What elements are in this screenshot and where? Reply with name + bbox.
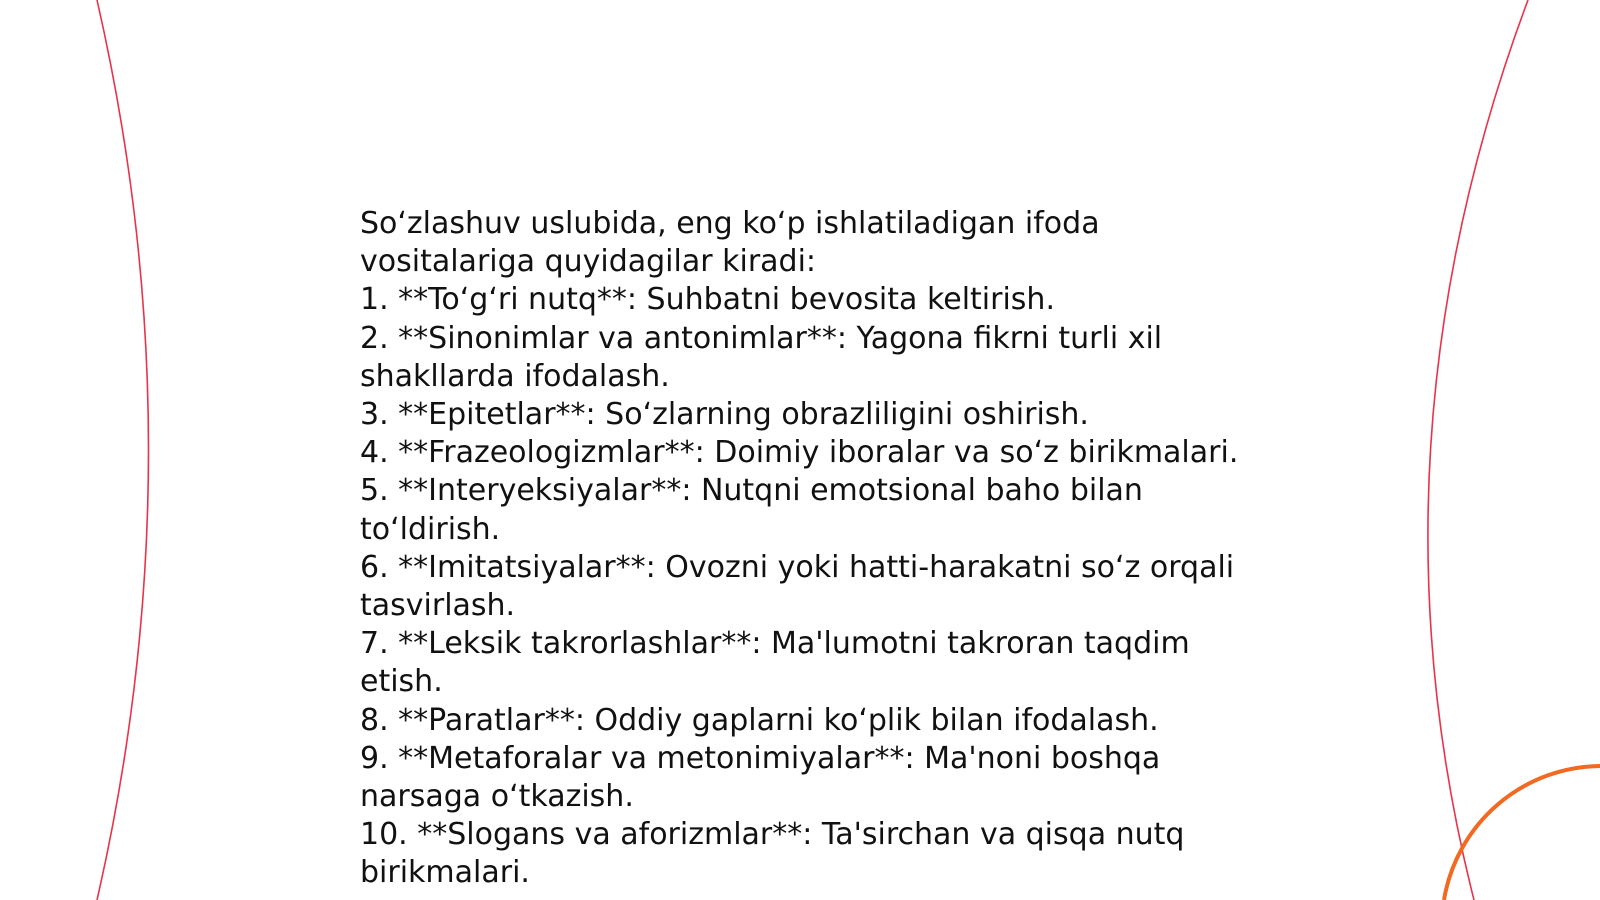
list-item-7: 7. **Leksik takrorlashlar**: Ma'lumotni takroran taqdim etish. <box>360 626 1190 700</box>
list-item-1: 1. **To‘g‘ri nutq**: Suhbatni bevosita keltirish. <box>360 282 1055 318</box>
list-item-9: 9. **Metaforalar va metonimiyalar**: Ma'noni boshqa narsaga o‘tkazish. <box>360 740 1161 815</box>
right-curve <box>1428 0 1528 900</box>
orange-arc <box>1444 766 1600 900</box>
list-item-6: 6. **Imitatsiyalar**: Ovozni yoki hatti-harakatni so‘z orqali tasvirlash. <box>360 549 1235 624</box>
list-item-3: 3. **Epitetlar**: So‘zlarning obrazliligini oshirish. <box>360 397 1089 433</box>
content-text <box>360 205 1260 893</box>
left-curve <box>97 0 149 900</box>
list-item-5: 5. **Interyeksiyalar**: Nutqni emotsional baho bilan to‘ldirish. <box>360 473 1143 547</box>
list-item-10: 10. **Slogans va aforizmlar**: Ta'sirchan va qisqa nutq birikmalari. <box>360 817 1185 891</box>
list-item-8: 8. **Paratlar**: Oddiy gaplarni ko‘plik bilan ifodalash. <box>360 702 1159 738</box>
intro-text: So‘zlashuv uslubida, eng ko‘p ishlatiladigan ifoda vositalariga quyidagilar kiradi: <box>360 206 1100 280</box>
list-item-2: 2. **Sinonimlar va antonimlar**: Yagona fikrni turli xil shakllarda ifodalash. <box>360 320 1163 394</box>
list-item-4: 4. **Frazeologizmlar**: Doimiy iboralar va so‘z birikmalari. <box>360 435 1239 471</box>
